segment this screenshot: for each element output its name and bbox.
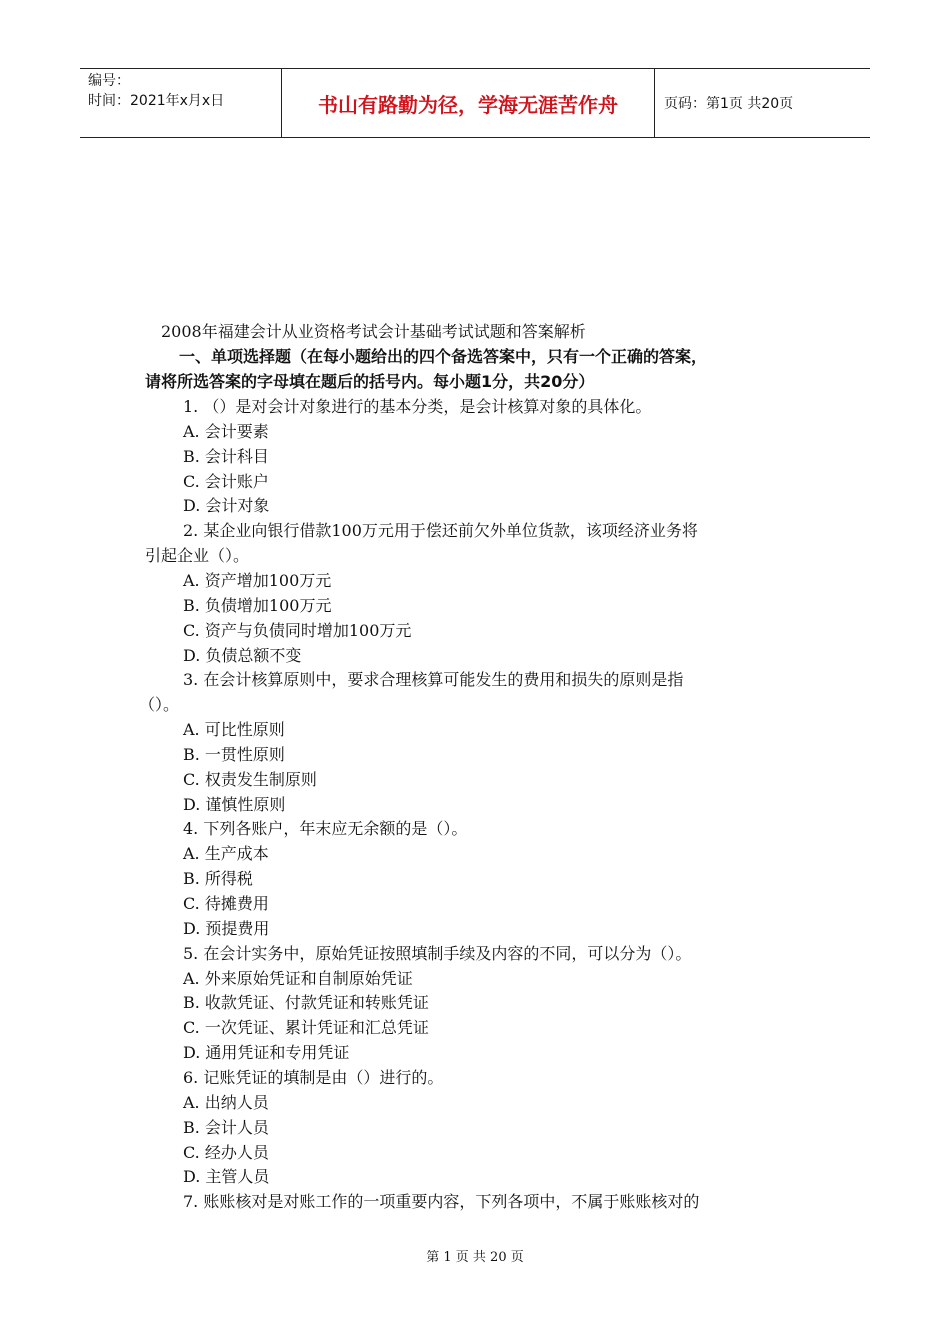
motto: 书山有路勤为径，学海无涯苦作舟 [282,69,655,137]
question-text: 7. 账账核对是对账工作的一项重要内容，下列各项中，不属于账账核对的 [183,1192,700,1212]
answer-option: A. 出纳人员 [183,1092,269,1112]
answer-option: A. 生产成本 [183,844,269,864]
answer-option: B. 会计人员 [183,1117,269,1137]
question-text: 5. 在会计实务中，原始凭证按照填制手续及内容的不同，可以分为（）。 [183,943,692,963]
answer-option: A. 可比性原则 [183,720,285,740]
answer-option: B. 会计科目 [183,446,269,466]
answer-option: D. 谨慎性原则 [183,794,286,814]
answer-option: D. 预提费用 [183,918,270,938]
question-text: 1. （）是对会计对象进行的基本分类，是会计核算对象的具体化。 [183,397,652,416]
page-info: 页码：第1页 共20页 [664,96,794,112]
answer-option: C. 资产与负债同时增加100万元 [183,620,412,640]
question-text: 4. 下列各账户，年末应无余额的是（）。 [183,819,468,839]
answer-option: D. 通用凭证和专用凭证 [183,1043,350,1063]
question-text: 2. 某企业向银行借款100万元用于偿还前欠外单位货款，该项经济业务将 [183,521,698,541]
time-label: 时间：2021年x月x日 [88,93,225,109]
question-continuation: 引起企业（）。 [145,546,250,566]
question-text: 6. 记账凭证的填制是由（）进行的。 [183,1067,444,1087]
question-continuation: （）。 [139,695,180,715]
answer-option: D. 负债总额不变 [183,645,302,665]
answer-option: B. 收款凭证、付款凭证和转账凭证 [183,993,429,1013]
header-table [80,68,870,138]
answer-option: C. 权责发生制原则 [183,769,317,789]
question-text: 3. 在会计核算原则中，要求合理核算可能发生的费用和损失的原则是指 [183,670,684,690]
answer-option: A. 会计要素 [183,421,269,441]
header-meta-cell [80,69,282,137]
answer-option: C. 待摊费用 [183,894,269,913]
answer-option: A. 外来原始凭证和自制原始凭证 [183,968,413,988]
answer-option: B. 一贯性原则 [183,744,285,764]
code-label: 编号： [88,73,130,89]
answer-option: B. 所得税 [183,869,253,889]
answer-option: C. 一次凭证、累计凭证和汇总凭证 [183,1018,429,1038]
answer-option: C. 经办人员 [183,1142,269,1162]
section-heading-line-2: 请将所选答案的字母填在题后的括号内。每小题1分，共20分） [145,372,595,391]
answer-option: D. 主管人员 [183,1167,270,1187]
page-footer: 第 1 页 共 20 页 [426,1250,524,1265]
document-title: 2008年福建会计从业资格考试会计基础考试试题和答案解析 [161,322,586,341]
answer-option: A. 资产增加100万元 [183,570,332,590]
answer-option: B. 负债增加100万元 [183,595,332,615]
answer-option: C. 会计账户 [183,471,269,491]
section-heading-line-1: 一、单项选择题（在每小题给出的四个备选答案中，只有一个正确的答案， [179,347,708,366]
answer-option: D. 会计对象 [183,496,270,516]
